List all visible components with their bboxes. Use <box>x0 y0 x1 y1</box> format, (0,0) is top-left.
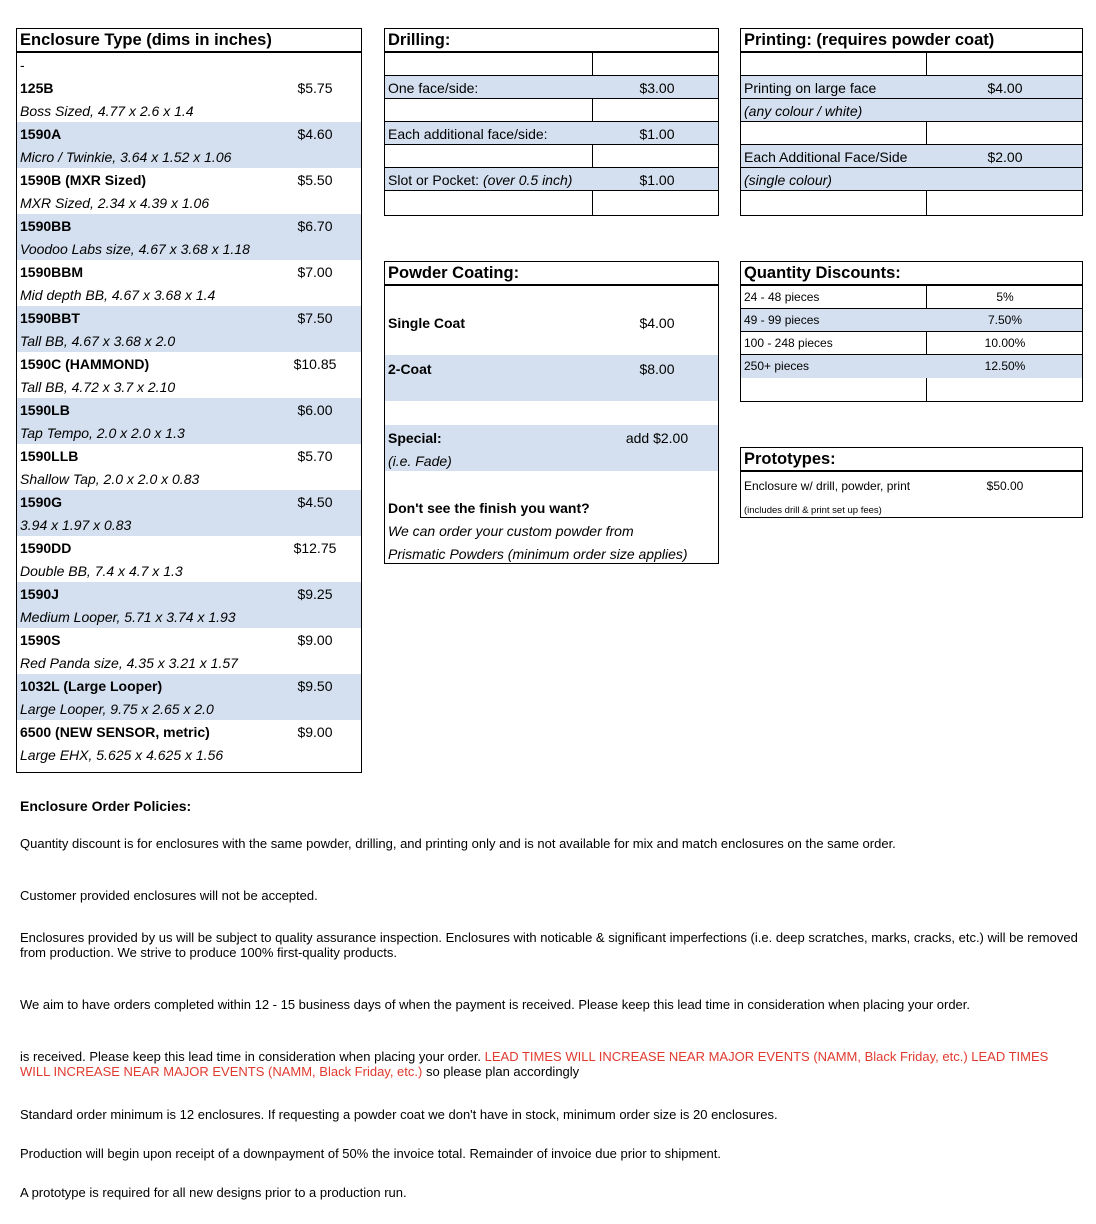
enclosure-desc-row <box>17 513 361 536</box>
enclosure-dash-row <box>17 53 361 76</box>
enclosure-row <box>17 352 361 375</box>
enclosure-description: Red Panda size, 4.35 x 3.21 x 1.57 <box>20 655 238 671</box>
enclosure-name: 1590J <box>20 586 59 602</box>
enclosure-name: 1032L (Large Looper) <box>20 678 163 694</box>
enclosure-desc-row <box>17 145 361 168</box>
enclosure-description: Large EHX, 5.625 x 4.625 x 1.56 <box>20 747 224 763</box>
enclosure-price: $7.00 <box>297 264 333 280</box>
enclosure-row <box>17 720 361 743</box>
slot-label <box>388 172 572 188</box>
discount-range: 24 - 48 pieces <box>744 290 820 304</box>
enclosure-desc-row <box>17 329 361 352</box>
enclosure-desc-row <box>17 99 361 122</box>
drilling-table <box>384 28 719 216</box>
policy-downpayment: Production will begin upon receipt of a downpayment of 50% the invoice total. Remainder of invoice due prior to shipment. <box>20 1146 721 1161</box>
lead-time-warning-red: LEAD TIMES WILL INCREASE NEAR MAJOR EVENTS (NAMM, Black Friday, etc.) LEAD TIMES WILL INCREASE NEAR MAJOR EVENTS (NAMM, Black Friday, etc.) <box>20 1049 1049 1079</box>
discounts-title: Quantity Discounts: <box>741 262 1082 286</box>
large-face-price: $4.00 <box>987 80 1023 96</box>
discount-row <box>741 332 1082 355</box>
enclosure-price: $9.00 <box>297 632 333 648</box>
enclosure-description: Large Looper, 9.75 x 2.65 x 2.0 <box>20 701 214 717</box>
enclosure-row <box>17 76 361 99</box>
enclosure-name: 1590DD <box>20 540 72 556</box>
printing-table <box>740 28 1083 216</box>
enclosure-name: 6500 (NEW SENSOR, metric) <box>20 724 210 740</box>
drilling-row-one-face <box>385 76 718 99</box>
enclosure-description: Voodoo Labs size, 4.67 x 3.68 x 1.18 <box>20 241 250 257</box>
discount-rows <box>741 286 1082 378</box>
enclosure-name: 1590A <box>20 126 62 142</box>
discount-range: 49 - 99 pieces <box>744 313 820 327</box>
enclosure-desc-row <box>17 697 361 720</box>
prototype-note: (includes drill & print set up fees) <box>744 505 882 516</box>
enclosure-description: Micro / Twinkie, 3.64 x 1.52 x 1.06 <box>20 149 232 165</box>
enclosure-price: $9.50 <box>297 678 333 694</box>
custom-finish-line1: We can order your custom powder from <box>388 523 634 539</box>
enclosure-description: MXR Sized, 2.34 x 4.39 x 1.06 <box>20 195 210 211</box>
additional-face-price: $1.00 <box>639 126 675 142</box>
discount-empty-row <box>741 378 1082 401</box>
drilling-row-additional <box>385 122 718 145</box>
prototypes-title: Prototypes: <box>741 448 1082 472</box>
printing-additional-note: (single colour) <box>744 172 832 188</box>
enclosure-desc-row <box>17 283 361 306</box>
discount-percent: 12.50% <box>984 359 1026 373</box>
single-coat-price: $4.00 <box>639 315 675 331</box>
custom-finish-heading: Don't see the finish you want? <box>388 500 590 516</box>
enclosure-desc-row <box>17 191 361 214</box>
custom-finish-line2: Prismatic Powders (minimum order size applies) <box>388 546 688 562</box>
enclosure-row <box>17 214 361 237</box>
two-coat-label: 2-Coat <box>388 361 432 377</box>
drilling-empty-row <box>385 145 718 168</box>
slot-label-text: Slot or Pocket: <box>388 172 483 188</box>
enclosure-desc-row <box>17 467 361 490</box>
one-face-price: $3.00 <box>639 80 675 96</box>
special-row <box>385 425 718 471</box>
enclosure-name: 1590B (MXR Sized) <box>20 172 147 188</box>
enclosure-price: $10.85 <box>293 356 337 372</box>
enclosure-desc-row <box>17 651 361 674</box>
slot-label-note: (over 0.5 inch) <box>482 172 573 188</box>
enclosure-description: 3.94 x 1.97 x 0.83 <box>20 517 132 533</box>
single-coat-label: Single Coat <box>388 315 466 331</box>
enclosure-price: $5.50 <box>297 172 333 188</box>
additional-face-label: Each additional face/side: <box>388 126 548 142</box>
enclosure-price: $5.70 <box>297 448 333 464</box>
enclosure-table <box>16 28 362 773</box>
enclosure-price: $4.60 <box>297 126 333 142</box>
enclosure-name: 125B <box>20 80 54 96</box>
enclosure-row <box>17 674 361 697</box>
discount-range: 250+ pieces <box>744 359 810 373</box>
enclosure-description: Mid depth BB, 4.67 x 3.68 x 1.4 <box>20 287 216 303</box>
enclosure-name: 1590G <box>20 494 63 510</box>
discount-percent: 7.50% <box>987 313 1023 327</box>
enclosure-row <box>17 490 361 513</box>
enclosure-price: $5.75 <box>297 80 333 96</box>
two-coat-row <box>385 355 718 401</box>
enclosure-description: Shallow Tap, 2.0 x 2.0 x 0.83 <box>20 471 200 487</box>
drilling-empty-row <box>385 191 718 214</box>
drilling-empty-row <box>385 53 718 76</box>
discount-row <box>741 309 1082 332</box>
single-coat-row <box>385 286 718 355</box>
enclosure-row <box>17 122 361 145</box>
enclosure-desc-row <box>17 743 361 766</box>
prototypes-table <box>740 447 1083 518</box>
enclosure-description: Tall BB, 4.67 x 3.68 x 2.0 <box>20 333 176 349</box>
prototype-price: $50.00 <box>986 479 1024 493</box>
policy-order-minimum: Standard order minimum is 12 enclosures. If requesting a powder coat we don't have in stock, minimum order size is 20 enclosures. <box>20 1107 778 1122</box>
enclosure-price: $6.00 <box>297 402 333 418</box>
discount-row <box>741 355 1082 378</box>
printing-row-additional <box>741 145 1082 168</box>
policy-quantity-discount: Quantity discount is for enclosures with the same powder, drilling, and printing only and is not available for mix and match enclosures on the same order. <box>20 836 896 851</box>
enclosure-description: Medium Looper, 5.71 x 3.74 x 1.93 <box>20 609 236 625</box>
special-note: (i.e. Fade) <box>388 453 452 469</box>
enclosure-name: 1590BBT <box>20 310 80 326</box>
enclosure-description: Boss Sized, 4.77 x 2.6 x 1.4 <box>20 103 194 119</box>
policy-quality-inspection: Enclosures provided by us will be subject to quality assurance inspection. Enclosures with noticable & significant imperfections (i.e. deep scratches, marks, cracks, etc.) will be removed from production. We strive to produce 100% first-quality products. <box>20 930 1078 960</box>
discount-percent: 5% <box>996 290 1014 304</box>
enclosure-row <box>17 260 361 283</box>
enclosure-price: $12.75 <box>293 540 337 556</box>
policies-title: Enclosure Order Policies: <box>20 798 192 814</box>
printing-row-large <box>741 76 1082 99</box>
printing-additional-label: Each Additional Face/Side <box>744 149 908 165</box>
policy-lead-time: We aim to have orders completed within 12 - 15 business days of when the payment is received. Please keep this lead time in consideration when placing your order. <box>20 997 971 1012</box>
printing-title: Printing: (requires powder coat) <box>741 29 1082 53</box>
enclosure-row <box>17 582 361 605</box>
enclosure-price: $4.50 <box>297 494 333 510</box>
enclosure-description: Tall BB, 4.72 x 3.7 x 2.10 <box>20 379 176 395</box>
discount-percent: 10.00% <box>984 336 1026 350</box>
enclosure-price: $6.70 <box>297 218 333 234</box>
special-label: Special: <box>388 430 442 446</box>
enclosure-desc-row <box>17 237 361 260</box>
enclosure-row <box>17 536 361 559</box>
large-face-label: Printing on large face <box>744 80 877 96</box>
printing-row-additional-note <box>741 168 1082 191</box>
printing-row-large-note <box>741 99 1082 122</box>
enclosure-row <box>17 398 361 421</box>
policy-lead-time-warning <box>20 1049 1080 1079</box>
enclosure-price: $9.25 <box>297 586 333 602</box>
enclosure-description: Tap Tempo, 2.0 x 2.0 x 1.3 <box>20 425 185 441</box>
enclosure-row <box>17 628 361 651</box>
policy-customer-enclosures: Customer provided enclosures will not be accepted. <box>20 888 318 903</box>
enclosure-description: Double BB, 7.4 x 4.7 x 1.3 <box>20 563 183 579</box>
drilling-row-slot <box>385 168 718 191</box>
lead-time-suffix: so please plan accordingly <box>422 1064 580 1079</box>
large-face-note: (any colour / white) <box>744 103 863 119</box>
enclosure-name: 1590S <box>20 632 61 648</box>
quantity-discounts-table <box>740 261 1083 402</box>
discount-row <box>741 286 1082 309</box>
powder-title: Powder Coating: <box>385 262 718 286</box>
enclosure-desc-row <box>17 605 361 628</box>
dash-cell: - <box>20 57 25 73</box>
enclosure-row <box>17 306 361 329</box>
policy-prototype-required: A prototype is required for all new designs prior to a production run. <box>20 1185 407 1200</box>
enclosure-price: $9.00 <box>297 724 333 740</box>
printing-empty-row <box>741 122 1082 145</box>
lead-time-text: is received. Please keep this lead time in consideration when placing your order. <box>20 1049 485 1064</box>
slot-price: $1.00 <box>639 172 675 188</box>
discount-range: 100 - 248 pieces <box>744 336 833 350</box>
two-coat-price: $8.00 <box>639 361 675 377</box>
special-price: add $2.00 <box>625 430 689 446</box>
enclosure-table-title: Enclosure Type (dims in inches) <box>17 29 361 53</box>
enclosure-row <box>17 168 361 191</box>
prototype-label: Enclosure w/ drill, powder, print <box>744 479 911 493</box>
printing-additional-price: $2.00 <box>987 149 1023 165</box>
powder-coating-table <box>384 261 719 564</box>
drilling-title: Drilling: <box>385 29 718 53</box>
drilling-empty-row <box>385 99 718 122</box>
enclosure-name: 1590C (HAMMOND) <box>20 356 150 372</box>
enclosure-name: 1590BBM <box>20 264 84 280</box>
enclosure-row <box>17 444 361 467</box>
enclosure-desc-row <box>17 375 361 398</box>
enclosure-name: 1590LLB <box>20 448 79 464</box>
enclosure-price: $7.50 <box>297 310 333 326</box>
printing-empty-row <box>741 53 1082 76</box>
one-face-label: One face/side: <box>388 80 479 96</box>
printing-empty-row <box>741 191 1082 214</box>
enclosure-list <box>17 76 361 766</box>
enclosure-desc-row <box>17 559 361 582</box>
enclosure-name: 1590BB <box>20 218 72 234</box>
enclosure-desc-row <box>17 421 361 444</box>
enclosure-name: 1590LB <box>20 402 70 418</box>
